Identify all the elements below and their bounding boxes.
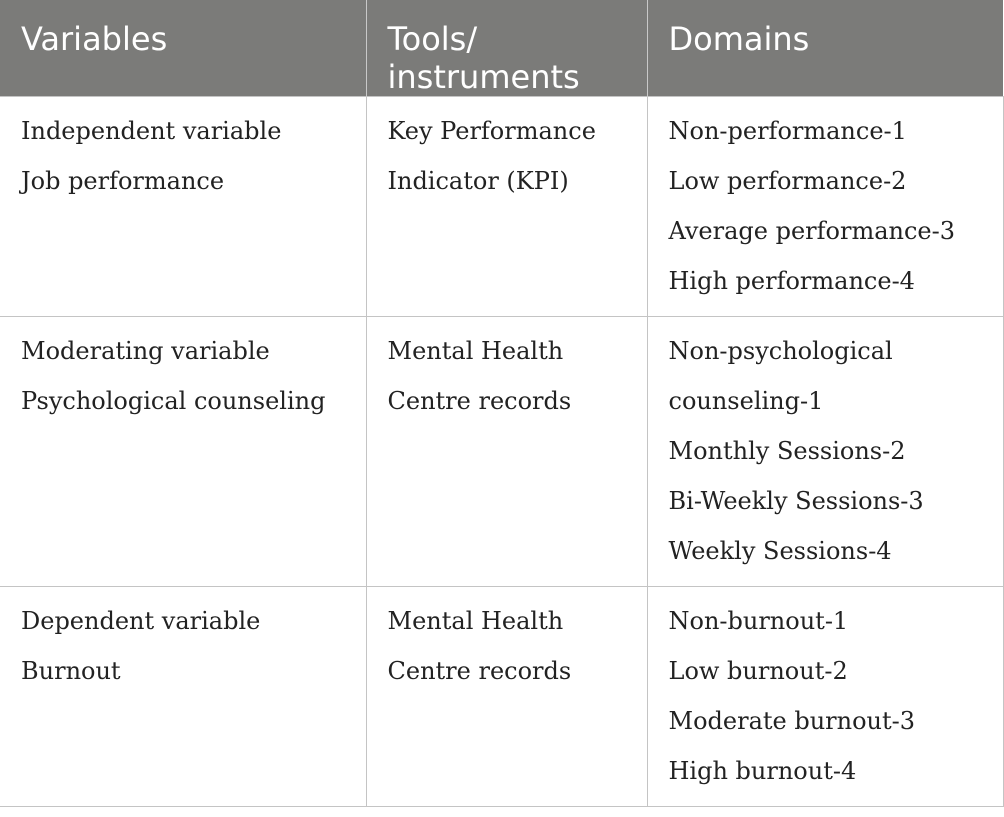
- domains-cell: [647, 97, 1003, 317]
- tool-line: Mental Health: [387, 607, 564, 635]
- domains-cell: [647, 587, 1003, 807]
- table-row: [0, 97, 1003, 317]
- variable-name: Burnout: [21, 657, 121, 685]
- header-row: [0, 0, 1003, 97]
- header-tools-instruments: Tools/ instruments: [366, 0, 647, 97]
- domain-item: Monthly Sessions-2: [668, 437, 906, 465]
- domain-item: Non-psychological: [668, 337, 893, 365]
- variable-type: Moderating variable: [21, 337, 270, 365]
- domain-item: Non-burnout-1: [668, 607, 849, 635]
- domain-item: High performance-4: [668, 267, 915, 295]
- tool-cell: [366, 317, 647, 587]
- variable-cell: [0, 317, 366, 587]
- tool-cell: [366, 587, 647, 807]
- tool-line: Centre records: [387, 657, 572, 685]
- header-domains: Domains: [647, 0, 1003, 97]
- table-row: [0, 587, 1003, 807]
- domain-item: counseling-1: [668, 387, 824, 415]
- table-body: [0, 97, 1003, 807]
- tool-line: Key Performance: [387, 117, 596, 145]
- domain-item: High burnout-4: [668, 757, 857, 785]
- domain-item: Moderate burnout-3: [668, 707, 916, 735]
- tool-line: Mental Health: [387, 337, 564, 365]
- tool-cell: [366, 97, 647, 317]
- domain-item: Bi-Weekly Sessions-3: [668, 487, 924, 515]
- domain-item: Low burnout-2: [668, 657, 848, 685]
- domains-cell: [647, 317, 1003, 587]
- domain-item: Non-performance-1: [668, 117, 907, 145]
- domain-item: Average performance-3: [668, 217, 955, 245]
- variable-name: Job performance: [21, 167, 225, 195]
- header-variables: Variables: [0, 0, 366, 97]
- variable-cell: [0, 587, 366, 807]
- variable-cell: [0, 97, 366, 317]
- variable-type: Independent variable: [21, 117, 282, 145]
- variable-name: Psychological counseling: [21, 387, 326, 415]
- variable-type: Dependent variable: [21, 607, 261, 635]
- tool-line: Centre records: [387, 387, 572, 415]
- domain-item: Low performance-2: [668, 167, 907, 195]
- table-header: [0, 0, 1003, 97]
- tool-line: Indicator (KPI): [387, 167, 569, 195]
- domain-item: Weekly Sessions-4: [668, 537, 892, 565]
- table-row: [0, 317, 1003, 587]
